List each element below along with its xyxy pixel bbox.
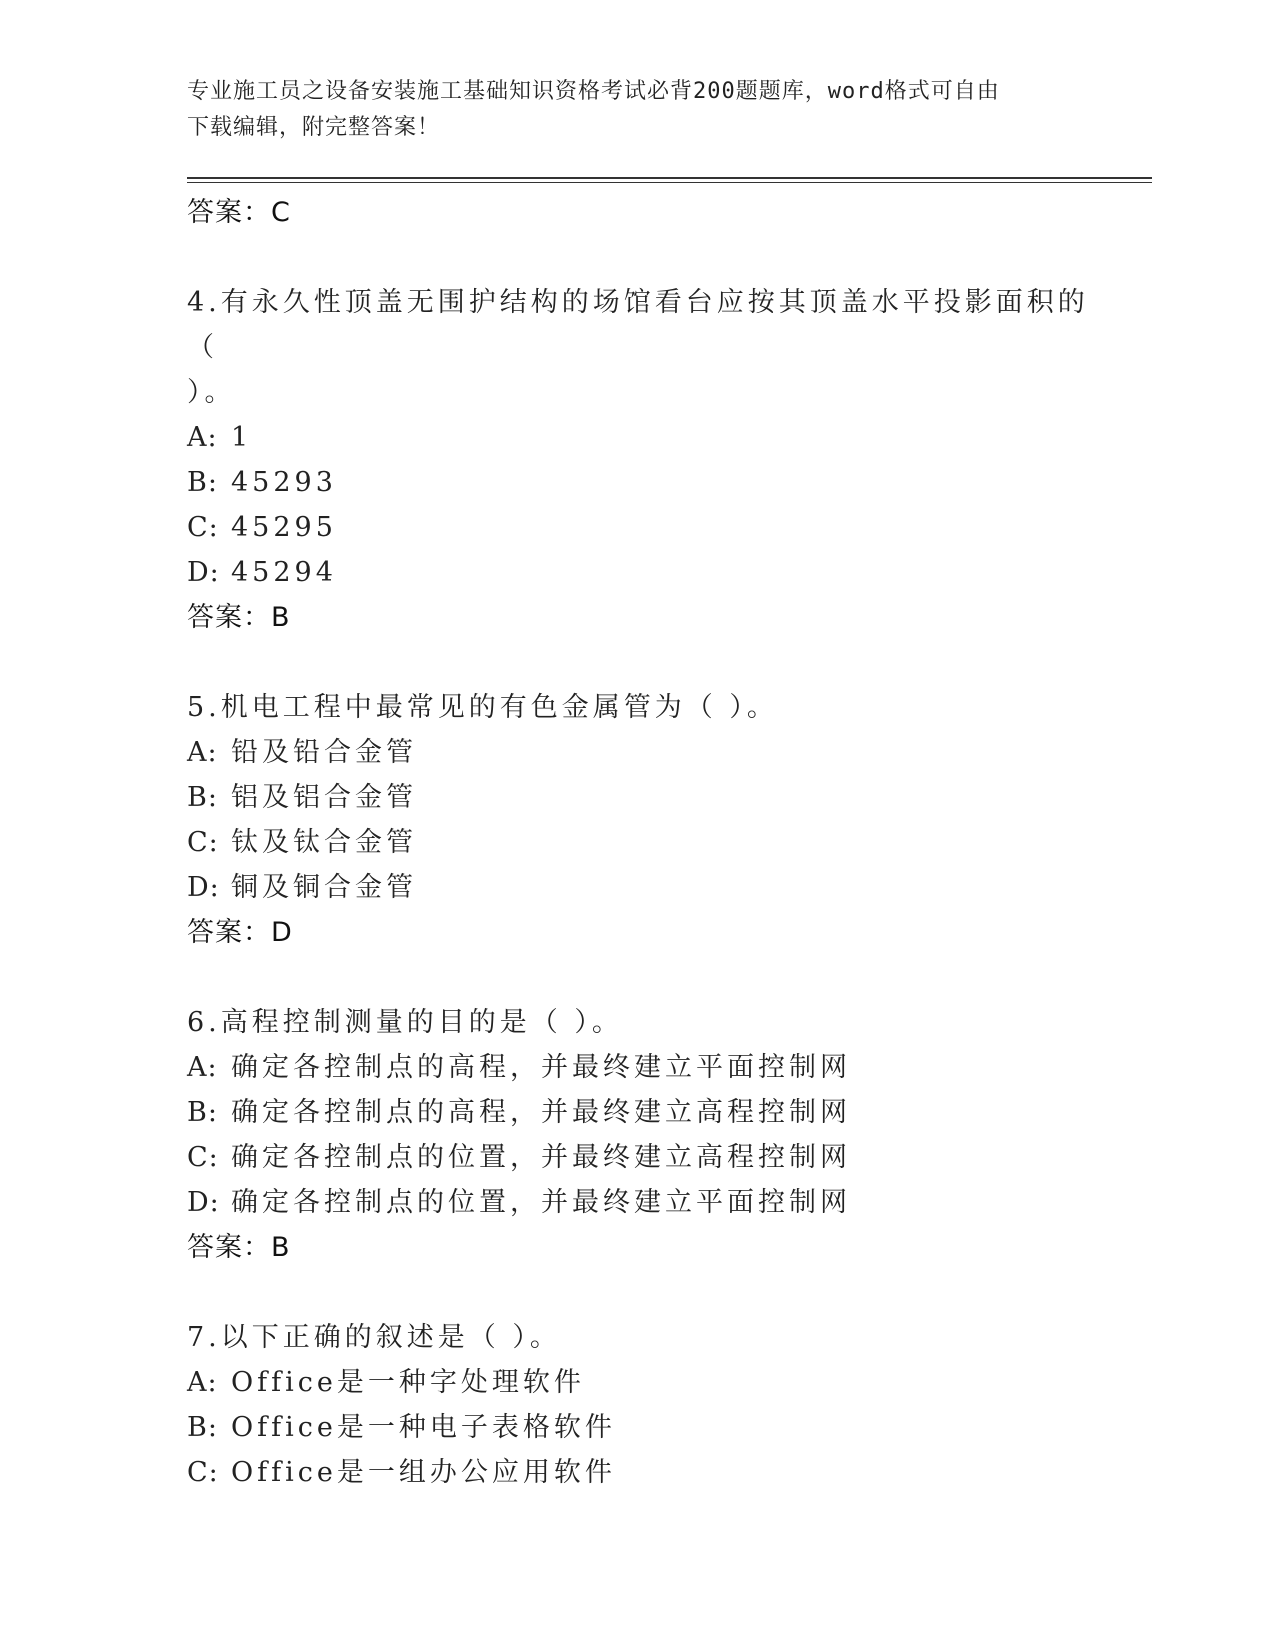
option-letter: D:: [187, 872, 220, 903]
option-letter: C:: [187, 1457, 219, 1488]
option-c: [187, 820, 1107, 865]
option-letter: B:: [187, 467, 218, 498]
question-5: [187, 685, 1107, 955]
option-text: Office是一种字处理软件: [231, 1367, 585, 1398]
option-d: [187, 1180, 1107, 1225]
spacer: [187, 955, 1107, 1000]
option-text: 确定各控制点的位置，并最终建立高程控制网: [231, 1142, 851, 1173]
question-6: [187, 1000, 1107, 1270]
option-text: 确定各控制点的位置，并最终建立平面控制网: [231, 1187, 851, 1218]
option-letter: A:: [187, 1367, 218, 1398]
option-a: [187, 730, 1107, 775]
option-d: [187, 865, 1107, 910]
option-text: 45293: [231, 467, 337, 498]
option-c: [187, 1450, 1107, 1495]
option-text: Office是一组办公应用软件: [231, 1457, 616, 1488]
option-d: [187, 550, 1107, 595]
spacer: [187, 235, 1107, 280]
option-a: [187, 1045, 1107, 1090]
option-a: [187, 1360, 1107, 1405]
header-divider-thin: [187, 182, 1152, 183]
option-letter: A:: [187, 1052, 218, 1083]
option-text: 铜及铜合金管: [231, 872, 417, 903]
question-4: [187, 280, 1107, 640]
answer-q4: 答案：B: [187, 602, 291, 633]
question-stem: 7.以下正确的叙述是（ ）。: [187, 1322, 561, 1353]
option-text: 45294: [231, 557, 337, 588]
option-b: [187, 1405, 1107, 1450]
option-letter: D:: [187, 557, 220, 588]
answer-q3: 答案：C: [187, 197, 291, 228]
option-text: Office是一种电子表格软件: [231, 1412, 616, 1443]
option-text: 铝及铝合金管: [231, 782, 417, 813]
option-letter: B:: [187, 1097, 218, 1128]
option-letter: D:: [187, 1187, 220, 1218]
document-header: [187, 74, 1087, 146]
document-body: [187, 190, 1107, 1495]
option-letter: B:: [187, 1412, 218, 1443]
option-letter: C:: [187, 512, 219, 543]
spacer: [187, 640, 1107, 685]
spacer: [187, 1270, 1107, 1315]
answer-q5: 答案：D: [187, 917, 293, 948]
option-c: [187, 1135, 1107, 1180]
option-letter: A:: [187, 422, 218, 453]
option-text: 铅及铅合金管: [231, 737, 417, 768]
question-stem-continued: ）。: [187, 377, 236, 408]
option-b: [187, 1090, 1107, 1135]
option-text: 确定各控制点的高程，并最终建立平面控制网: [231, 1052, 851, 1083]
header-line-1: 专业施工员之设备安装施工基础知识资格考试必背200题题库，word格式可自由: [187, 79, 1000, 104]
question-stem: 4.有永久性顶盖无围护结构的场馆看台应按其顶盖水平投影面积的（: [187, 287, 1089, 363]
option-letter: A:: [187, 737, 218, 768]
answer-q6: 答案：B: [187, 1232, 291, 1263]
option-a: [187, 415, 1107, 460]
option-c: [187, 505, 1107, 550]
option-text: 确定各控制点的高程，并最终建立高程控制网: [231, 1097, 851, 1128]
question-stem: 5.机电工程中最常见的有色金属管为（ ）。: [187, 692, 778, 723]
option-b: [187, 460, 1107, 505]
option-letter: B:: [187, 782, 218, 813]
option-text: 1: [231, 422, 253, 453]
question-stem: 6.高程控制测量的目的是（ ）。: [187, 1007, 623, 1038]
option-text: 45295: [231, 512, 337, 543]
question-7: [187, 1315, 1107, 1495]
option-letter: C:: [187, 1142, 219, 1173]
header-line-2: 下载编辑，附完整答案！: [187, 115, 441, 140]
option-letter: C:: [187, 827, 219, 858]
header-divider-thick: [187, 177, 1152, 179]
option-b: [187, 775, 1107, 820]
option-text: 钛及钛合金管: [231, 827, 417, 858]
